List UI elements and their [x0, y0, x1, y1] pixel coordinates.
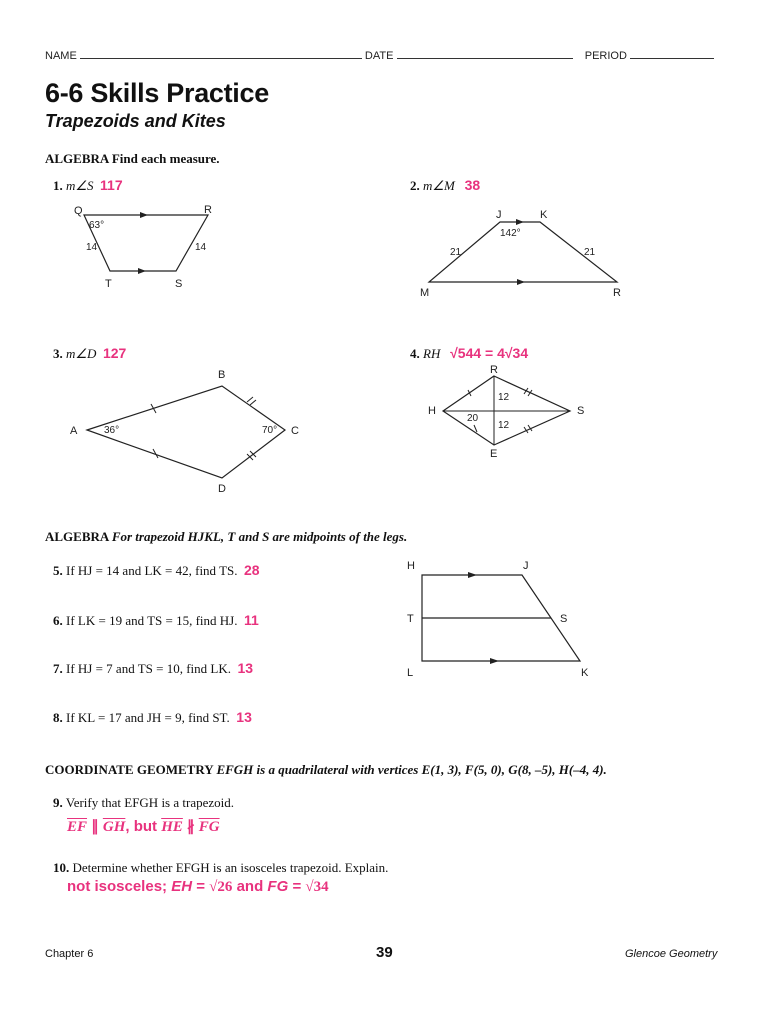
problem-9-text: Verify that EFGH is a trapezoid. [65, 795, 234, 810]
footer-publisher: Glencoe Geometry [625, 948, 718, 960]
fig2-angle: 142° [500, 228, 521, 239]
fig4-label-e: E [490, 448, 498, 460]
parallel-symbol: ∥ [91, 818, 99, 835]
fig2-label-k: K [540, 209, 548, 221]
page-subtitle: Trapezoids and Kites [45, 111, 226, 131]
section-3-bold: COORDINATE GEOMETRY [45, 762, 214, 777]
fig1-label-t: T [105, 278, 112, 290]
fig3-label-d: D [218, 483, 226, 495]
section-1-text: Find each measure. [111, 151, 220, 166]
fig4-label-s: S [577, 405, 585, 417]
problem-10 [53, 860, 388, 876]
problem-10-answer [67, 878, 329, 896]
fig3-label-a: A [70, 425, 78, 437]
problem-3-answer: 127 [102, 345, 127, 361]
fig1-label-r: R [204, 204, 212, 216]
root-34: √34 [305, 879, 329, 895]
date-label: DATE [364, 50, 394, 62]
fig4-left-seg: 20 [467, 413, 479, 424]
seg-gh: $\overline{GH}$ [102, 819, 126, 835]
section-1-bold: ALGEBRA [45, 151, 109, 166]
problem-8-answer: 13 [236, 709, 252, 725]
not-isosceles-text: not isosceles; [67, 878, 168, 895]
fig3-angle-a: 36° [104, 425, 120, 436]
problem-7-text: If HJ = 7 and TS = 10, find LK. [66, 661, 231, 676]
fig2-left-side: 21 [450, 247, 462, 258]
fig1-angle: 63° [89, 220, 105, 231]
name-label: NAME [45, 50, 77, 62]
eh-label: EH [171, 878, 193, 895]
problem-4-number: 4. [410, 346, 420, 361]
problem-6-number: 6. [53, 613, 63, 628]
fig5-label-j: J [523, 560, 529, 572]
fig5-label-t: T [407, 613, 414, 625]
problem-10-number: 10. [53, 860, 70, 875]
problem-1-prompt: m∠S [66, 178, 94, 193]
fig2-label-j: J [496, 209, 502, 221]
problem-4-prompt: RH [423, 346, 441, 361]
fig4-label-r: R [490, 364, 498, 376]
fig5-label-l: L [407, 667, 414, 679]
problem-6-answer: 11 [244, 612, 259, 628]
problem-7-answer: 13 [237, 660, 254, 676]
fig2-label-r: R [613, 287, 621, 299]
problem-2-number: 2. [410, 178, 420, 193]
problem-2-prompt: m∠M [423, 178, 455, 193]
section-heading-3 [45, 762, 607, 778]
fig1-label-s: S [175, 278, 183, 290]
fig5-label-s: S [560, 613, 568, 625]
fig1-label-q: Q [74, 205, 83, 217]
fig2-label-m: M [420, 287, 430, 299]
section-2-bold: ALGEBRA [45, 529, 109, 544]
fig2-right-side: 21 [584, 247, 596, 258]
problem-5-answer: 28 [244, 562, 260, 578]
problem-3-prompt: m∠D [66, 346, 97, 361]
fig4-bottom-seg: 12 [498, 420, 510, 431]
seg-fg: $\overline{FG}$ [198, 819, 220, 835]
problem-5-number: 5. [53, 563, 63, 578]
fig4-top-seg: 12 [498, 392, 510, 403]
and-text: and [236, 878, 264, 895]
but-text: , but [125, 818, 158, 835]
problem-5-text: If HJ = 14 and LK = 42, find TS. [66, 563, 238, 578]
fig4-label-h: H [428, 405, 436, 417]
section-2-text: For trapezoid HJKL, T and S are midpoints of the legs. [111, 529, 408, 544]
problem-6-text: If LK = 19 and TS = 15, find HJ. [66, 613, 238, 628]
seg-he: $\overline{HE}$ [161, 819, 183, 835]
fg-label: FG [267, 878, 289, 895]
problem-9-answer [67, 817, 220, 836]
fig3-label-b: B [218, 369, 226, 381]
problem-1-answer: 117 [100, 177, 123, 193]
eq-2: = [292, 878, 302, 895]
problem-9 [53, 795, 234, 811]
fig1-right-side: 14 [195, 242, 207, 253]
footer-chapter: Chapter 6 [45, 948, 94, 960]
page-title: 6-6 Skills Practice [45, 78, 269, 108]
section-3-text: EFGH is a quadrilateral with vertices E(1, 3), F(5, 0), G(8, –5), H(–4, 4). [216, 762, 607, 777]
seg-ef: $\overline{EF}$ [67, 819, 88, 835]
problem-9-number: 9. [53, 795, 63, 810]
problem-10-text: Determine whether EFGH is an isosceles trapezoid. Explain. [72, 860, 389, 875]
problem-3-number: 3. [53, 346, 63, 361]
fig3-label-c: C [291, 425, 299, 437]
problem-2-answer: 38 [464, 177, 481, 193]
eq-1: = [196, 878, 205, 895]
period-label: PERIOD [584, 50, 627, 62]
problem-4-answer: √544 = 4√34 [450, 345, 529, 361]
fig5-label-h: H [407, 560, 415, 572]
fig3-angle-c: 70° [262, 425, 278, 436]
problem-1-number: 1. [53, 178, 63, 193]
fig5-label-k: K [581, 667, 589, 679]
problem-8-number: 8. [53, 710, 63, 725]
problem-7-number: 7. [53, 661, 63, 676]
footer-page-number: 39 [376, 944, 393, 961]
problem-8-text: If KL = 17 and JH = 9, find ST. [66, 710, 230, 725]
fig1-left-side: 14 [86, 242, 98, 253]
not-parallel-symbol: ∦ [187, 818, 195, 835]
root-26: √26 [209, 879, 233, 895]
